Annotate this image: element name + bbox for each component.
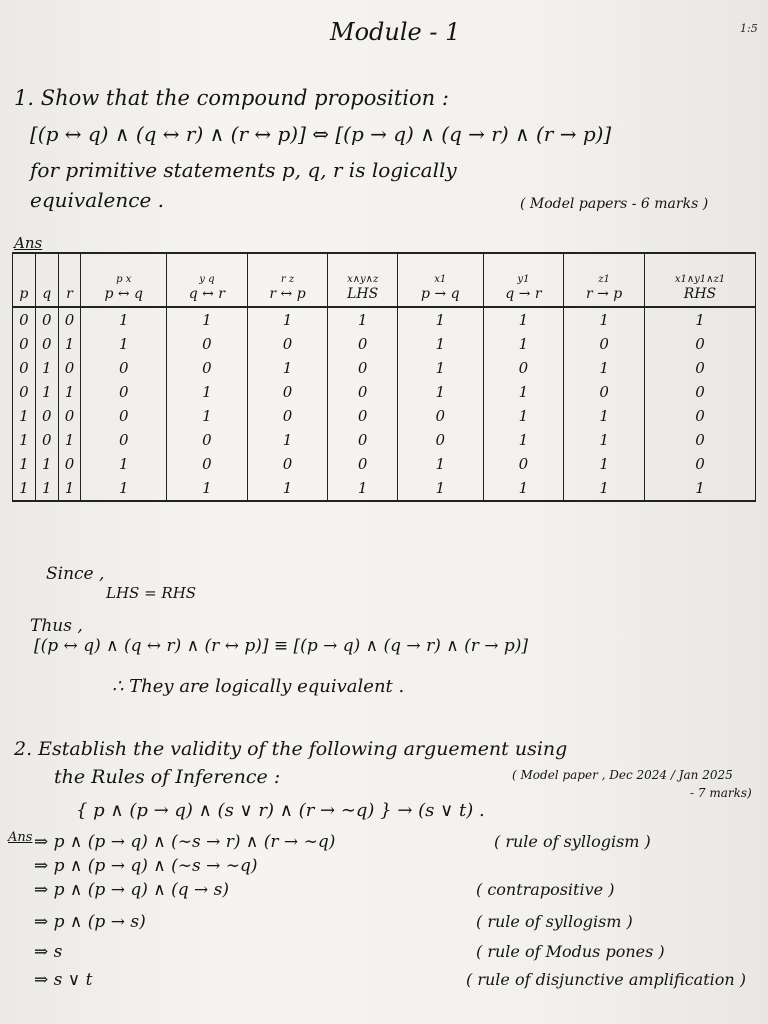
q2-source-marks: - 7 marks) [690,786,752,800]
table-cell: 0 [13,380,36,404]
table-cell: 0 [58,356,81,380]
table-cell: 0 [328,428,398,452]
table-cell: 0 [328,332,398,356]
table-cell: 0 [13,332,36,356]
table-cell: 1 [564,476,645,501]
truth-table [12,252,756,502]
step-expression: ⇒ p ∧ (p → q) ∧ (∼s → ∼q) [34,856,258,876]
table-cell: 1 [81,307,167,332]
table-cell: 0 [81,356,167,380]
table-cell: 1 [564,428,645,452]
table-header: p [13,253,36,307]
table-cell: 1 [247,428,328,452]
table-cell: 0 [167,356,248,380]
table-cell: 0 [35,307,58,332]
table-cell: 1 [81,332,167,356]
table-cell: 1 [483,380,564,404]
table-row [13,332,756,356]
table-cell: 1 [564,356,645,380]
table-cell: 0 [328,452,398,476]
table-cell: 1 [398,332,484,356]
table-cell: 1 [247,476,328,501]
table-row [13,307,756,332]
table-cell: 0 [328,404,398,428]
table-cell: 1 [483,307,564,332]
table-cell: 1 [398,380,484,404]
table-cell: 1 [35,380,58,404]
thus-label: Thus , [30,616,83,636]
table-header: r z r ↔ p [247,253,328,307]
table-cell: 1 [644,307,755,332]
table-cell: 0 [328,380,398,404]
table-cell: 1 [13,452,36,476]
answer-label-2: Ans [8,830,33,845]
table-cell: 1 [167,404,248,428]
table-cell: 1 [644,476,755,501]
table-cell: 1 [81,476,167,501]
table-header: z1 r → p [564,253,645,307]
table-cell: 1 [564,404,645,428]
step-expression: ⇒ s ∨ t [34,970,93,990]
q1-line3: for primitive statements p, q, r is logically [30,158,457,182]
q1-formula: [(p ↔ q) ∧ (q ↔ r) ∧ (r ↔ p)] ⇔ [(p → q) ∧ (q → r) ∧ (r → p)] [30,122,612,146]
step-rule: ( rule of syllogism ) [494,832,651,851]
table-cell: 0 [247,332,328,356]
table-cell: 0 [81,380,167,404]
table-cell: 1 [167,380,248,404]
table-cell: 0 [398,428,484,452]
table-header: q [35,253,58,307]
table-cell: 1 [483,404,564,428]
table-cell: 1 [35,476,58,501]
table-cell: 1 [483,476,564,501]
conclusion: ∴ They are logically equivalent . [112,676,405,697]
equivalence-statement: [(p ↔ q) ∧ (q ↔ r) ∧ (r ↔ p)] ≡ [(p → q) ∧ (q → r) ∧ (r → p)] [34,636,529,656]
corner-note: 1:5 [740,22,758,35]
table-cell: 0 [247,380,328,404]
table-cell: 1 [35,452,58,476]
step-rule: ( rule of disjunctive amplification ) [466,970,747,989]
table-cell: 0 [13,356,36,380]
table-row [13,476,756,501]
table-cell: 0 [644,404,755,428]
table-cell: 0 [247,404,328,428]
table-cell: 0 [58,404,81,428]
table-row [13,356,756,380]
table-row [13,380,756,404]
q1-source: ( Model papers - 6 marks ) [520,196,709,212]
table-cell: 0 [328,356,398,380]
table-cell: 1 [35,356,58,380]
table-cell: 1 [398,356,484,380]
table-row [13,452,756,476]
table-row [13,428,756,452]
table-cell: 0 [564,380,645,404]
table-cell: 0 [167,452,248,476]
table-cell: 0 [398,404,484,428]
table-cell: 0 [81,404,167,428]
table-cell: 0 [247,452,328,476]
table-cell: 0 [81,428,167,452]
table-cell: 1 [58,428,81,452]
table-cell: 1 [167,476,248,501]
table-cell: 1 [58,332,81,356]
q1-heading: 1. Show that the compound proposition : [14,86,449,110]
q2-line2: the Rules of Inference : [54,766,281,788]
table-header-row [13,253,756,307]
table-cell: 1 [398,452,484,476]
table-cell: 0 [564,332,645,356]
table-cell: 1 [58,476,81,501]
table-cell: 1 [13,476,36,501]
step-expression: ⇒ p ∧ (p → q) ∧ (∼s → r) ∧ (r → ∼q) [34,832,336,852]
table-header: r [58,253,81,307]
step-expression: ⇒ p ∧ (p → q) ∧ (q → s) [34,880,230,900]
lhs-equals-rhs: LHS = RHS [106,584,197,602]
step-rule: ( rule of syllogism ) [476,912,633,931]
table-cell: 0 [644,452,755,476]
table-cell: 0 [644,428,755,452]
table-cell: 0 [167,332,248,356]
page-title: Module - 1 [330,18,461,46]
table-cell: 1 [398,307,484,332]
table-header: x∧y∧z LHS [328,253,398,307]
since-label: Since , [46,564,105,584]
answer-label: Ans [14,234,43,252]
table-cell: 0 [644,356,755,380]
table-header: y q q ↔ r [167,253,248,307]
table-header: x1∧y1∧z1 RHS [644,253,755,307]
table-header: x1 p → q [398,253,484,307]
table-cell: 1 [328,476,398,501]
table-cell: 1 [13,428,36,452]
table-body [13,307,756,501]
step-expression: ⇒ p ∧ (p → s) [34,912,146,932]
table-cell: 1 [247,356,328,380]
table-cell: 1 [81,452,167,476]
table-cell: 0 [35,332,58,356]
table-cell: 0 [167,428,248,452]
q1-line4: equivalence . [30,188,165,212]
q2-argument: { p ∧ (p → q) ∧ (s ∨ r) ∧ (r → ∼q) } → (s ∨ t) . [76,800,485,821]
table-cell: 0 [35,404,58,428]
table-cell: 1 [564,452,645,476]
table-cell: 0 [58,452,81,476]
step-expression: ⇒ s [34,942,63,962]
table-cell: 1 [398,476,484,501]
step-rule: ( rule of Modus pones ) [476,942,665,961]
table-cell: 0 [483,452,564,476]
table-header: y1 q → r [483,253,564,307]
table-cell: 1 [564,307,645,332]
table-row [13,404,756,428]
table-cell: 0 [35,428,58,452]
table-cell: 1 [247,307,328,332]
table-cell: 0 [483,356,564,380]
table-cell: 1 [483,332,564,356]
step-rule: ( contrapositive ) [476,880,615,899]
table-header: p x p ↔ q [81,253,167,307]
table-cell: 0 [13,307,36,332]
table-cell: 1 [13,404,36,428]
table-cell: 1 [328,307,398,332]
table-cell: 1 [483,428,564,452]
table-cell: 0 [644,380,755,404]
table-cell: 0 [644,332,755,356]
table-cell: 1 [167,307,248,332]
q2-source: ( Model paper , Dec 2024 / Jan 2025 [512,768,733,782]
table-cell: 0 [58,307,81,332]
table-cell: 1 [58,380,81,404]
q2-heading: 2. Establish the validity of the following arguement using [14,738,568,760]
